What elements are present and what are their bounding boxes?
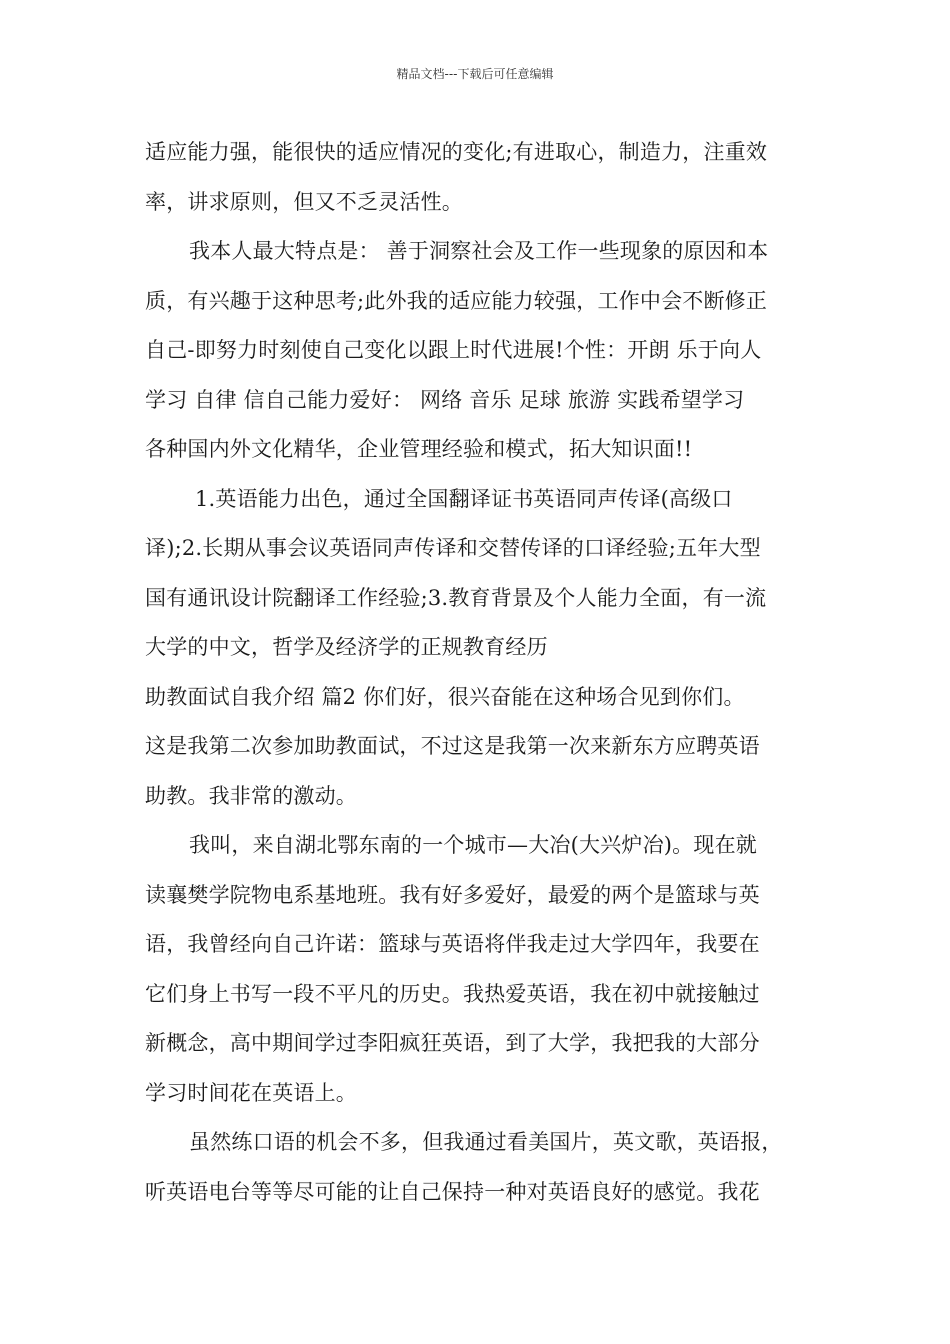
text-line: 我叫，来自湖北鄂东南的一个城市—大冶(大兴炉冶)。现在就 [189, 833, 757, 857]
text-line: 我本人最大特点是： 善于洞察社会及工作一些现象的原因和本 [189, 239, 769, 263]
section-heading-line: 助教面试自我介绍 篇2 你们好，很兴奋能在这种场合见到你们。 [145, 684, 745, 709]
text-line: 这是我第二次参加助教面试，不过这是我第一次来新东方应聘英语 [145, 734, 760, 758]
text-line: 学习时间花在英语上。 [145, 1080, 357, 1105]
text-line: 新概念，高中期间学过李阳疯狂英语，到了大学，我把我的大部分 [145, 1031, 760, 1055]
text-line: 听英语电台等等尽可能的让自己保持一种对英语良好的感觉。我花 [145, 1179, 760, 1204]
text-line: 自己-即努力时刻使自己变化以跟上时代进展!个性：开朗 乐于向人 [145, 338, 762, 362]
text-line: 质，有兴趣于这种思考;此外我的适应能力较强，工作中会不断修正 [145, 288, 768, 313]
page-header: 精品文档---下载后可任意编辑 [396, 67, 554, 81]
text-line: 国有通讯设计院翻译工作经验;3.教育背景及个人能力全面，有一流 [145, 585, 767, 610]
text-line: 它们身上书写一段不平凡的历史。我热爱英语，我在初中就接触过 [145, 981, 760, 1006]
text-line: 率，讲求原则，但又不乏灵活性。 [145, 189, 463, 214]
text-line: 译);2.长期从事会议英语同声传译和交替传译的口译经验;五年大型 [145, 536, 761, 560]
text-line: 读襄樊学院物电系基地班。我有好多爱好，最爱的两个是篮球与英 [145, 882, 760, 907]
document-body [145, 128, 825, 1217]
text-line: 语，我曾经向自己许诺：篮球与英语将伴我走过大学四年，我要在 [145, 932, 760, 956]
text-line: 虽然练口语的机会不多，但我通过看美国片，英文歌，英语报， [189, 1130, 783, 1154]
text-line: 适应能力强，能很快的适应情况的变化;有进取心，制造力，注重效 [145, 140, 768, 164]
text-line: 助教。我非常的激动。 [145, 783, 357, 808]
text-line: 1.英语能力出色，通过全国翻译证书英语同声传译(高级口 [195, 486, 733, 511]
text-line: 学习 自律 信自己能力爱好： 网络 音乐 足球 旅游 实践希望学习 [145, 387, 745, 412]
text-line: 各种国内外文化精华，企业管理经验和模式，拓大知识面!! [145, 437, 693, 461]
text-line: 大学的中文，哲学及经济学的正规教育经历 [145, 635, 548, 659]
